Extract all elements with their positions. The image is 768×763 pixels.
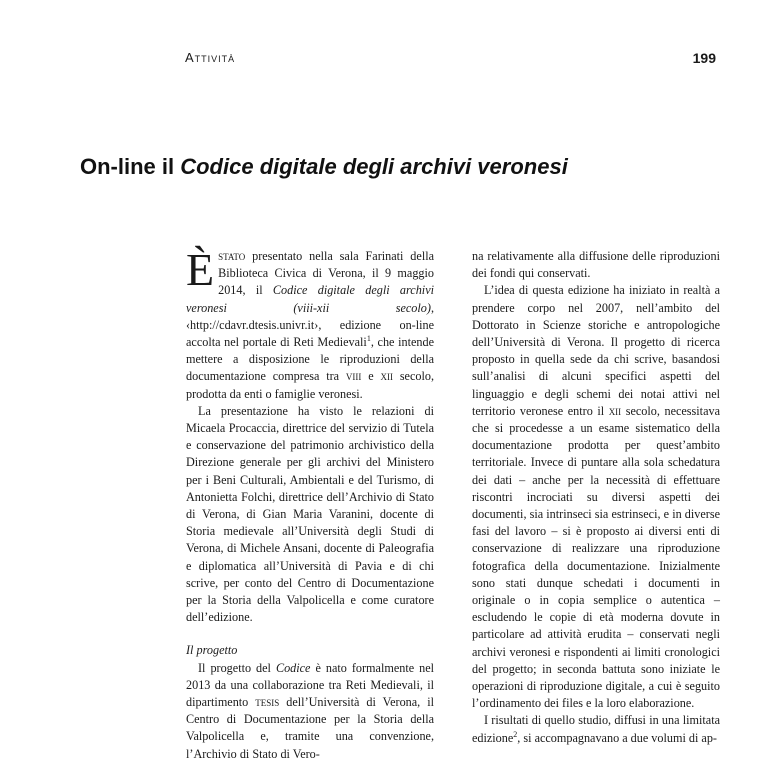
paragraph-continued: na relativamente alla diffusione delle riproduzioni dei fondi qui conservati. <box>472 249 720 281</box>
text-run: , ‹http://cdavr.dtesis.univr.it›, edizione on-line accolta nel portale di Reti Medievali <box>186 300 434 350</box>
drop-cap: È <box>186 244 215 295</box>
paragraph-intro <box>186 244 434 403</box>
left-column <box>186 244 434 763</box>
text-run: è nato formalmente nel 2013 da una collaborazione tra Reti Medievali, il dipartimento <box>186 660 434 710</box>
small-caps-run: xii <box>380 369 393 384</box>
italic-run: Codice digitale degli archivi veronesi (viii-xii secolo) <box>186 283 434 315</box>
small-caps-run: tesis <box>255 695 280 710</box>
text-run: dell’Università di Verona, il Centro di Documentazione per la Storia della Valpolicella e, tramite una convenzione, l’Archivio di Stato di Vero- <box>186 695 434 761</box>
paragraph-presentation: La presentazione ha visto le relazioni di Micaela Procaccia, direttrice del servizio di Tutela e conservazione del patrimonio archivistico della Direzione generale per gli archivi del Ministero per i Beni Culturali, Ambientali e del Turismo, di Antonietta Folchi, direttrice dell’Archivio di Stato di Verona, di Gian Maria Varanini, docente di Storia medievale all’Università degli Studi di Verona, di Michele Ansani, docente di Paleografia e diplomatica all’Università di Pavia e di chi scrive, per conto del Centro di Documentazione per la Storia della Valpolicella e come curatore dell’edizione. <box>186 403 434 625</box>
text-run: , che intende mettere a disposizione le riproduzioni della documentazione compresa tra <box>186 335 434 384</box>
paragraph-results <box>472 712 720 746</box>
text-run: secolo, prodotta da enti o famiglie veronesi. <box>186 369 434 401</box>
title-italic: Codice digitale degli archivi veronesi <box>180 154 568 179</box>
text-run: L’idea di questa edizione ha iniziato in realtà a prendere corpo nel 2007, nell’ambito del Dottorato in Scienze storiche e antropologiche dell’Università di Verona. Il progetto di ricerca proposto in quella sede da chi scrive, basandosi sull’analisi di alcuni specifici aspetti del linguaggio e degli schemi dei notai attivi nel territorio veronese entro il <box>472 283 720 418</box>
paragraph-idea <box>472 282 720 712</box>
text-run: I risultati di quello studio, diffusi in una limitata edizione <box>472 713 720 745</box>
text-run: presentato nella sala Farinati della Biblioteca Civica di Verona, il 9 maggio 2014, il <box>218 249 434 298</box>
title-prefix: On-line il <box>80 154 181 179</box>
footnote-ref: 1 <box>366 333 371 343</box>
italic-run: Codice <box>275 660 311 675</box>
running-head: Attività <box>185 50 236 65</box>
article-title <box>80 154 568 180</box>
paragraph-project <box>186 660 434 763</box>
text-run: , si accompagnavano a due volumi di ap- <box>517 730 717 745</box>
text-run: Il progetto del <box>198 660 276 675</box>
text-run: secolo, necessitava che si procedesse a un esame sistematico della documentazione prodotta per quest’ambito territoriale. Invece di puntare alla sola schedatura dei dati – anche per la necessità di effettuare riscontri incrociati su diversi aspetti dei documenti, sia intrinseci sia estrinseci, e in diverse fasi del lavoro – si è proposto ai diversi enti di conservazione di realizzare una riproduzione fotografica della documentazione. Inizialmente sono stati dunque schedati i documenti in originale o in copia semplice o autentica – escludendo le copie di età moderna dovute in particolare ad attività erudita – conservati negli archivi veronesi e rispondenti ai limiti cronologici del progetto; in seconda battuta sono iniziate le operazioni di riproduzione digitale, a cui è seguito l’ordinamento dei files e la loro elaborazione. <box>472 403 720 711</box>
right-column <box>472 248 720 747</box>
page-number: 199 <box>692 50 716 66</box>
text-run: e <box>361 369 381 384</box>
section-subhead: Il progetto <box>186 643 238 658</box>
footnote-ref: 2 <box>513 729 518 739</box>
small-caps-run: xii <box>608 403 622 418</box>
small-caps-run: viii <box>345 369 362 384</box>
small-caps-opening: stato <box>218 249 246 263</box>
